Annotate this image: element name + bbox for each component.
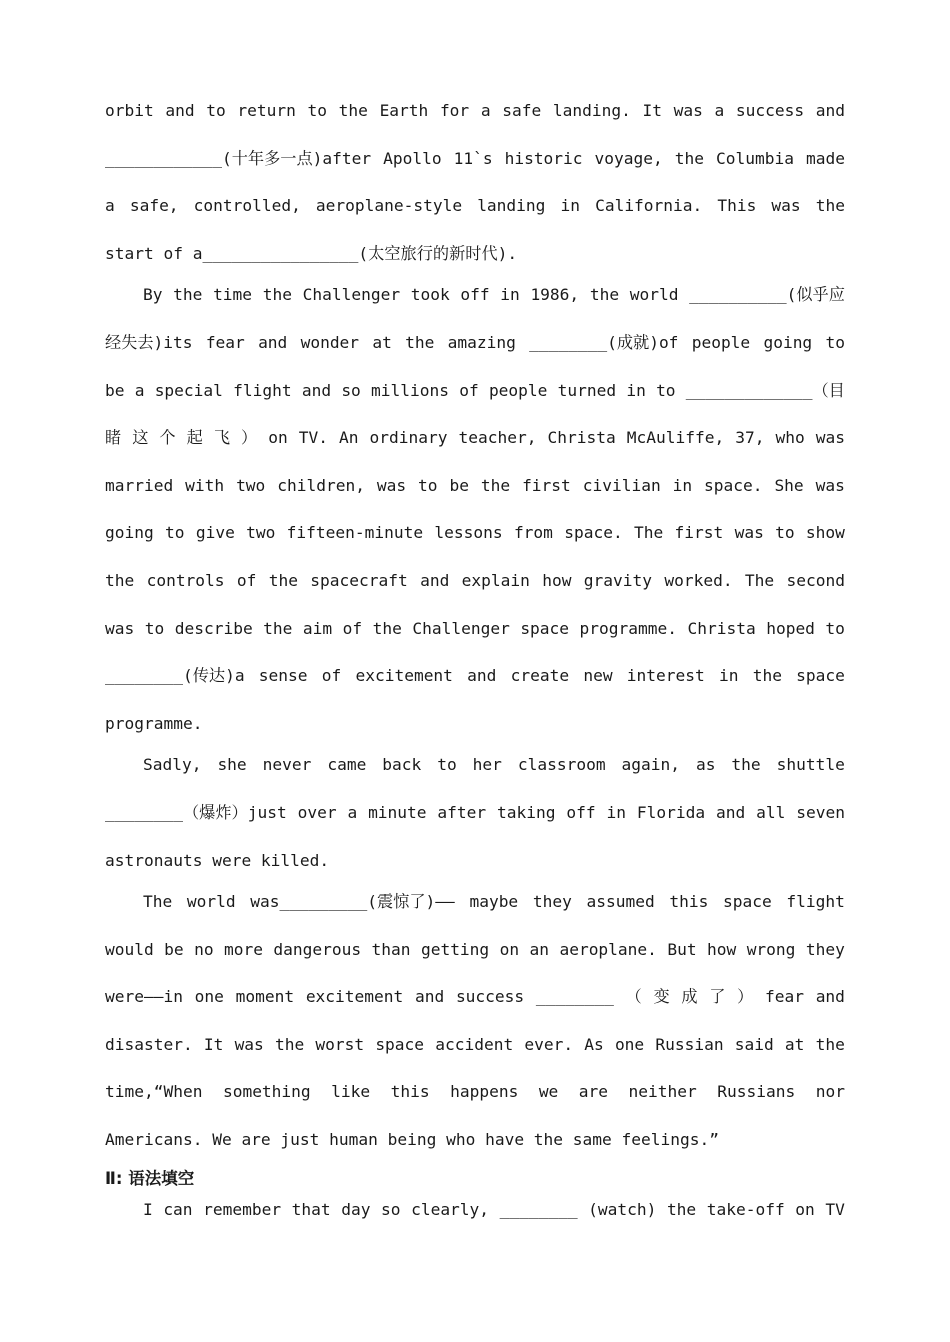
word: space xyxy=(796,666,845,686)
word: this xyxy=(390,1082,430,1102)
word: and xyxy=(165,101,195,120)
word: An xyxy=(339,428,359,448)
word: the xyxy=(274,1034,305,1054)
text-line xyxy=(105,373,845,421)
word: Columbia xyxy=(716,148,794,168)
word: 起 xyxy=(186,428,203,448)
word: 这 xyxy=(132,428,149,448)
word: space xyxy=(520,618,570,638)
word: world xyxy=(186,892,236,912)
word: flight xyxy=(233,380,292,400)
word: millions xyxy=(371,380,449,400)
word: voyage, xyxy=(594,148,663,168)
word: so xyxy=(341,380,361,400)
word: people xyxy=(691,332,751,352)
word: going xyxy=(763,332,813,352)
word: the xyxy=(480,475,511,495)
word: ________ xyxy=(499,1199,578,1219)
word: wrong xyxy=(746,939,796,959)
word: show xyxy=(805,523,845,543)
word: were——in xyxy=(105,987,183,1007)
word: never xyxy=(262,755,312,775)
word: world xyxy=(629,285,679,305)
word: to xyxy=(206,101,226,120)
word: neither xyxy=(628,1082,697,1102)
word: teacher, xyxy=(458,428,537,448)
word: the xyxy=(666,1199,697,1219)
word: The xyxy=(634,523,664,543)
word: than xyxy=(371,939,411,959)
word: excitement xyxy=(355,666,453,686)
word: happens xyxy=(450,1082,519,1102)
word: two xyxy=(246,523,276,543)
word: 个 xyxy=(159,428,176,448)
word: 睹 xyxy=(105,428,122,448)
word: California. xyxy=(595,196,703,216)
word: in xyxy=(672,475,693,495)
word: and xyxy=(467,666,497,686)
word: maybe xyxy=(469,892,519,912)
word: was xyxy=(673,101,703,120)
word: they xyxy=(532,892,572,912)
word: the xyxy=(262,285,292,305)
word: from xyxy=(513,523,553,543)
word: was xyxy=(734,523,764,543)
word: her xyxy=(472,755,502,775)
word: as xyxy=(695,755,716,775)
word: aeroplane. xyxy=(559,939,657,959)
word: turned xyxy=(557,380,617,400)
word: the xyxy=(268,570,298,590)
word: who xyxy=(775,428,805,448)
word: Sadly, xyxy=(143,755,202,775)
word: space. xyxy=(564,523,623,543)
word: Christa xyxy=(547,428,616,448)
word: special xyxy=(154,380,223,400)
word: Russian xyxy=(655,1034,724,1054)
paragraph-orbit-landing xyxy=(105,93,845,283)
word: day xyxy=(341,1199,371,1219)
word: so xyxy=(381,1199,401,1219)
word: ever. xyxy=(524,1034,574,1054)
text-line xyxy=(105,325,845,373)
word: space xyxy=(723,892,772,912)
word: like xyxy=(331,1082,371,1102)
word: new xyxy=(583,666,613,686)
word: success xyxy=(735,101,805,120)
word: Challenger xyxy=(302,285,401,305)
word: 1986, xyxy=(530,285,580,305)
word: civilian xyxy=(582,475,661,495)
text-line xyxy=(105,795,845,843)
word: a xyxy=(714,101,725,120)
word: gravity xyxy=(583,570,653,590)
word: Challenger xyxy=(412,618,510,638)
word: they xyxy=(805,939,845,959)
word: __________(似乎应 xyxy=(689,285,845,305)
word: time,“When xyxy=(105,1082,203,1102)
text-line xyxy=(105,141,845,189)
word: to xyxy=(825,332,845,352)
text-line xyxy=(105,515,845,563)
word: flight xyxy=(786,892,845,912)
word: and xyxy=(414,987,445,1007)
word: was xyxy=(815,475,845,495)
word: fifteen-minute xyxy=(286,523,424,543)
word: It xyxy=(642,101,662,120)
word: in xyxy=(560,196,580,216)
word: to xyxy=(144,618,165,638)
word: clearly, xyxy=(411,1199,490,1219)
word: create xyxy=(510,666,570,686)
word: the xyxy=(105,570,135,590)
paragraph-world-shocked xyxy=(105,884,845,1170)
text-line xyxy=(105,611,845,659)
word: a xyxy=(134,380,145,400)
text-line xyxy=(105,747,845,795)
word: after xyxy=(437,802,487,822)
word: give xyxy=(195,523,235,543)
word: with xyxy=(185,475,225,495)
word: controls xyxy=(146,570,225,590)
word: how xyxy=(707,939,737,959)
text-line xyxy=(105,1074,845,1122)
word: moment xyxy=(235,987,295,1007)
word: ________(成就)of xyxy=(529,332,679,352)
word: （ xyxy=(625,987,642,1007)
word: a xyxy=(105,196,115,216)
word: ________ xyxy=(535,987,614,1007)
word: historic xyxy=(504,148,583,168)
word: the xyxy=(752,666,782,686)
word: an xyxy=(529,939,550,959)
text-line: astronauts were killed. xyxy=(105,850,330,870)
word: to xyxy=(825,618,845,638)
word: Russians xyxy=(717,1082,796,1102)
word: the xyxy=(173,285,203,305)
word: landing. xyxy=(552,101,631,120)
word: return xyxy=(237,101,296,120)
word: are xyxy=(578,1082,609,1102)
text-line xyxy=(105,468,845,516)
word: was_________(震惊了)—— xyxy=(250,892,455,912)
word: in xyxy=(606,802,627,822)
word: ordinary xyxy=(369,428,448,448)
word: safe, xyxy=(129,196,179,216)
question-line xyxy=(105,1194,845,1226)
word: at xyxy=(372,332,392,352)
word: TV. xyxy=(298,428,328,448)
text-line: Americans. We are just human being who have the same feelings.” xyxy=(105,1130,719,1150)
word: I xyxy=(143,1199,153,1219)
word: space. xyxy=(704,475,763,495)
word: classroom xyxy=(517,755,606,775)
word: and xyxy=(258,332,288,352)
word: on xyxy=(795,1199,815,1219)
word: landing xyxy=(477,196,546,216)
word: Earth xyxy=(379,101,429,120)
word: second xyxy=(786,570,845,590)
word: space xyxy=(375,1034,425,1054)
word: orbit xyxy=(105,101,154,120)
word: on xyxy=(268,428,288,448)
text-line xyxy=(105,277,845,325)
word: the xyxy=(815,196,845,216)
word: and xyxy=(716,802,746,822)
word: for xyxy=(439,101,470,120)
word: lessons xyxy=(434,523,503,543)
word: the xyxy=(674,148,705,168)
word: the xyxy=(815,1034,845,1054)
document-page xyxy=(105,93,845,1226)
word: She xyxy=(774,475,804,495)
word: in xyxy=(500,285,520,305)
word: getting xyxy=(420,939,490,959)
word: fear xyxy=(765,987,804,1007)
word: fear xyxy=(205,332,245,352)
word: success xyxy=(455,987,525,1007)
word: off xyxy=(566,802,596,822)
word: of xyxy=(459,380,479,400)
word: something xyxy=(222,1082,311,1102)
word: how xyxy=(542,570,572,590)
word: time xyxy=(213,285,253,305)
word: all xyxy=(756,802,786,822)
word: Florida xyxy=(636,802,706,822)
word: this xyxy=(669,892,709,912)
word: The xyxy=(744,570,775,590)
word: be xyxy=(164,939,184,959)
word: spacecraft xyxy=(310,570,408,590)
word: minute xyxy=(368,802,427,822)
word: to xyxy=(437,755,457,775)
text-line xyxy=(105,420,845,468)
word: people xyxy=(488,380,548,400)
word: hoped xyxy=(766,618,815,638)
paragraph-challenger xyxy=(105,277,845,753)
word: sense xyxy=(258,666,308,686)
word: one xyxy=(194,987,224,1007)
word: TV xyxy=(825,1199,845,1219)
word: and xyxy=(815,987,845,1007)
section-heading: Ⅱ: 语法填空 xyxy=(105,1168,195,1188)
text-line xyxy=(105,932,845,980)
word: back xyxy=(382,755,422,775)
word: 37, xyxy=(735,428,765,448)
word: said xyxy=(734,1034,774,1054)
word: in xyxy=(626,380,646,400)
word: was xyxy=(376,475,407,495)
word: But xyxy=(667,939,697,959)
word: the xyxy=(405,332,435,352)
word: disaster. xyxy=(105,1034,193,1054)
word: interest xyxy=(626,666,705,686)
word: Christa xyxy=(687,618,756,638)
word: in xyxy=(718,666,739,686)
text-line: programme. xyxy=(105,713,203,733)
word: ____________(十年多一点)after xyxy=(105,148,372,168)
word: over xyxy=(297,802,337,822)
word: married xyxy=(105,475,174,495)
word: safe xyxy=(502,101,542,120)
word: The xyxy=(143,892,173,912)
word: to xyxy=(418,475,438,495)
word: take-off xyxy=(706,1199,785,1219)
word: be xyxy=(105,380,125,400)
word: was xyxy=(234,1034,264,1054)
word: (watch) xyxy=(588,1199,657,1219)
word: 变 xyxy=(653,987,670,1007)
word: was xyxy=(771,196,801,216)
text-line xyxy=(105,884,845,932)
word: first xyxy=(522,475,571,495)
word: would xyxy=(105,939,154,959)
word: to xyxy=(165,523,185,543)
word: was xyxy=(815,428,845,448)
word: 11`s xyxy=(453,148,493,168)
word: of xyxy=(321,666,342,686)
word: accident xyxy=(435,1034,514,1054)
word: children, xyxy=(277,475,365,495)
word: aim xyxy=(302,618,333,638)
word: to xyxy=(775,523,795,543)
word: came xyxy=(327,755,367,775)
paragraph-sadly xyxy=(105,747,845,890)
word: 经失去)its xyxy=(105,332,193,352)
word: the xyxy=(372,618,402,638)
word: describe xyxy=(174,618,253,638)
word: a xyxy=(480,101,491,120)
text-line xyxy=(105,979,845,1027)
word: took xyxy=(410,285,450,305)
word: one xyxy=(614,1034,645,1054)
word: to xyxy=(307,101,328,120)
word: aeroplane-style xyxy=(315,196,463,216)
word: ） xyxy=(737,987,754,1007)
word: seven xyxy=(796,802,845,822)
word: This xyxy=(717,196,757,216)
word: and xyxy=(815,101,845,120)
word: a xyxy=(347,802,358,822)
text-line xyxy=(105,188,845,236)
word: we xyxy=(538,1082,559,1102)
text-line xyxy=(105,93,845,141)
word: Apollo xyxy=(383,148,442,168)
word: made xyxy=(806,148,845,168)
word: 飞 xyxy=(213,428,230,448)
word: dangerous xyxy=(273,939,362,959)
word: remember xyxy=(203,1199,282,1219)
word: taking xyxy=(497,802,556,822)
word: of xyxy=(236,570,257,590)
word: worked. xyxy=(664,570,733,590)
word: and xyxy=(420,570,450,590)
word: be xyxy=(449,475,469,495)
word: excitement xyxy=(305,987,404,1007)
word: nor xyxy=(815,1082,845,1102)
word: and xyxy=(301,380,332,400)
word: again, xyxy=(621,755,681,775)
word: at xyxy=(784,1034,805,1054)
word: As xyxy=(584,1034,604,1054)
word: explain xyxy=(461,570,530,590)
word: McAuliffe, xyxy=(626,428,725,448)
word: first xyxy=(674,523,724,543)
word: It xyxy=(203,1034,224,1054)
word: the xyxy=(731,755,761,775)
word: amazing xyxy=(447,332,516,352)
word: wonder xyxy=(300,332,360,352)
word: to xyxy=(656,380,676,400)
word: the xyxy=(338,101,368,120)
word: no xyxy=(194,939,214,959)
word: ________（爆炸）just xyxy=(105,802,287,822)
word: assumed xyxy=(586,892,655,912)
word: two xyxy=(236,475,266,495)
word: can xyxy=(163,1199,193,1219)
word: the xyxy=(263,618,293,638)
word: was xyxy=(105,618,135,638)
word: off xyxy=(460,285,490,305)
word: programme. xyxy=(579,618,677,638)
word: that xyxy=(291,1199,331,1219)
word: going xyxy=(105,523,154,543)
word: controlled, xyxy=(193,196,301,216)
word: ________(传达)a xyxy=(105,666,245,686)
word: she xyxy=(217,755,247,775)
word: worst xyxy=(315,1034,365,1054)
text-line xyxy=(105,658,845,706)
word: the xyxy=(589,285,620,305)
word: of xyxy=(342,618,363,638)
text-line xyxy=(105,1027,845,1075)
text-line: start of a________________(太空旅行的新时代). xyxy=(105,243,518,263)
word: shuttle xyxy=(776,755,845,775)
word: 了 xyxy=(709,987,726,1007)
word: By xyxy=(143,285,163,305)
text-line xyxy=(105,563,845,611)
word: on xyxy=(499,939,520,959)
word: _____________（目 xyxy=(685,380,845,400)
word: ） xyxy=(241,428,258,448)
word: 成 xyxy=(681,987,698,1007)
word: more xyxy=(224,939,263,959)
